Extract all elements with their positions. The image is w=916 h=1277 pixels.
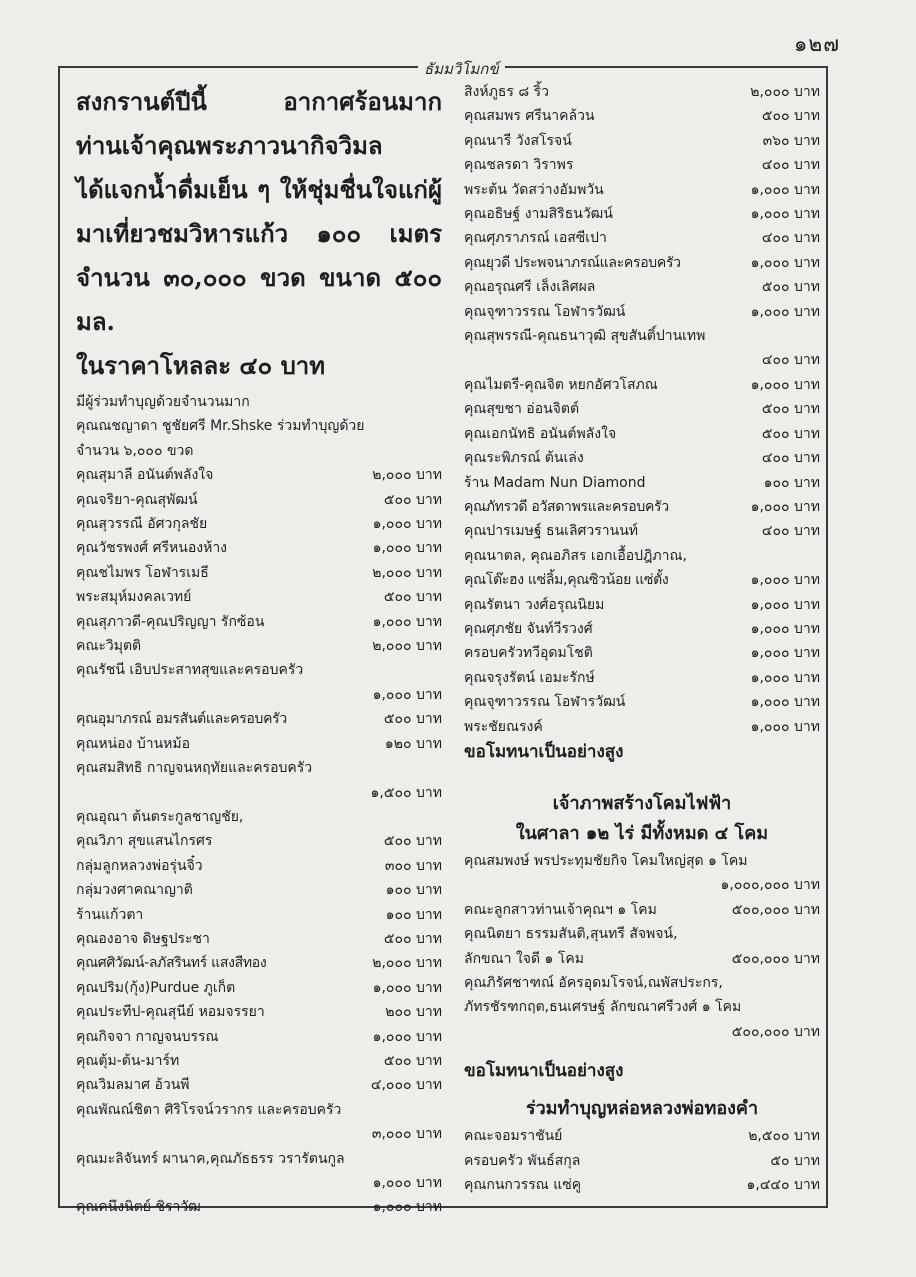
dome-donor-text: คุณสมพงษ์ พรประทุมชัยกิจ โคมใหญ่สุด ๑ โคม: [464, 852, 748, 869]
donor-row: [76, 829, 442, 853]
donor-name: คุณยุวดี ประพจนาภรณ์และครอบครัว: [464, 254, 681, 271]
donor-amount: ๑๐๐ บาท: [385, 882, 442, 899]
donor-amount: ๑,๐๐๐ บาท: [750, 596, 820, 613]
dome-donor-amount: ๕๐๐,๐๐๐ บาท: [731, 1023, 820, 1040]
donor-row: [464, 568, 820, 592]
donor-row: [464, 397, 820, 421]
donor-name: คุณกนกวรรณ แซ่คู: [464, 1177, 582, 1194]
donor-amount: ๒,๐๐๐ บาท: [372, 638, 442, 655]
donor-name: คุณระพิภรณ์ ต้นเล่ง: [464, 450, 584, 467]
donor-row: [76, 1073, 442, 1097]
donor-name: คุณคนึงนิตย์ ชิราวัฒ: [76, 1199, 201, 1216]
donor-row: [464, 715, 820, 739]
donor-amount: ๓,๐๐๐ บาท: [371, 1126, 442, 1143]
donor-amount: ๑,๐๐๐ บาท: [750, 620, 820, 637]
donor-amount: ๕๐๐ บาท: [383, 833, 442, 850]
thanks-heading: ขอโมทนาเป็นอย่างสูง: [464, 1061, 624, 1082]
donor-amount: ๑,๐๐๐ บาท: [372, 540, 442, 557]
donor-amount: ๕๐๐ บาท: [383, 589, 442, 606]
donor-row: [76, 1195, 442, 1219]
donor-amount: ๑,๐๐๐ บาท: [750, 303, 820, 320]
donor-row: [464, 898, 820, 922]
donor-name: คุณสุมาลี อนันต์พลังใจ: [76, 467, 214, 484]
donor-amount: ๑,๐๐๐ บาท: [372, 1028, 442, 1045]
donor-row: [76, 634, 442, 658]
headline-line: มาเที่ยวชมวิหารแก้ว ๑๐๐ เมตร: [76, 219, 442, 248]
donor-amount: ๕๐๐ บาท: [761, 108, 820, 125]
donor-name: คุณชลรดา วิราพร: [464, 157, 574, 174]
donor-amount: ๓๐๐ บาท: [384, 857, 442, 874]
frame-title: ธัมมวิโมกข์: [418, 57, 505, 81]
donor-row: [464, 593, 820, 617]
donor-row: [76, 488, 442, 512]
donor-amount: ๒,๐๐๐ บาท: [750, 84, 820, 100]
donor-row: [76, 927, 442, 951]
donor-amount: ๔๐๐ บาท: [761, 352, 820, 369]
donor-amount: ๑,๐๐๐ บาท: [750, 694, 820, 711]
donor-name: คณะจอมราชันย์: [464, 1128, 563, 1145]
donor-amount: ๑,๐๐๐ บาท: [750, 254, 820, 271]
donor-amount: ๓๖๐ บาท: [762, 132, 820, 149]
page-number: ๑๒๗: [794, 32, 840, 56]
donor-amount: ๑,๐๐๐ บาท: [372, 613, 442, 630]
donor-name: คุณตุ้ม-ต้น-มาร์ท: [76, 1052, 180, 1069]
donor-amount: ๕๐๐ บาท: [761, 425, 820, 442]
donor-row: [464, 153, 820, 177]
donor-name: ครอบครัว พันธ์สกุล: [464, 1152, 581, 1169]
donor-row: [464, 80, 820, 104]
donor-row: [76, 1000, 442, 1024]
headline-line: ได้แจกน้ำดื่มเย็น ๆ ให้ชุ่มชื่นใจแก่ผู้: [76, 175, 442, 204]
donor-row: [464, 1149, 820, 1173]
donor-name: คุณไมตรี-คุณจิต หยกอัศวโสภณ: [464, 376, 658, 393]
donor-row: [76, 561, 442, 585]
thanks-heading: ขอโมทนาเป็นอย่างสูง: [464, 741, 624, 762]
donor-name: คุณสมสิทธิ กาญจนหฤทัยและครอบครัว: [76, 760, 313, 777]
donor-name: คุณจริยา-คุณสุพัฒน์: [76, 491, 198, 508]
donor-name: คุณศุภชัย จันท์วีรวงศ์: [464, 620, 593, 637]
donor-name: คุณสุภาวดี-คุณปริญญา รักซ้อน: [76, 613, 265, 630]
dome-donor-text: ภัทรชัรฑกฤต,ธนเศรษฐ์ ลักขณาศรีวงศ์ ๑ โคม: [464, 999, 742, 1016]
donor-name: คุณสมพร ศรีนาคล้วน: [464, 108, 595, 125]
donor-row: [76, 951, 442, 975]
donor-amount: ๕๐๐ บาท: [761, 401, 820, 418]
donor-name: คุณอรุณศรี เล็งเลิศผล: [464, 279, 596, 296]
donor-amount: ๑,๐๐๐ บาท: [750, 376, 820, 393]
donor-amount: ๑,๐๐๐ บาท: [750, 498, 820, 515]
donor-name: คุณหน่อง บ้านหม้อ: [76, 735, 191, 752]
donor-row: [464, 471, 820, 495]
donor-name: คุณนารี วังสโรจน์: [464, 132, 572, 149]
donor-amount: ๕๐๐ บาท: [383, 930, 442, 947]
donor-name: คุณวิภา สุขแสนไกรศร: [76, 833, 213, 850]
donor-name: คุณกิจจา กาญจนบรรณ: [76, 1028, 219, 1045]
donor-name: คุณสุขชา อ่อนจิตต์: [464, 401, 580, 418]
donor-row: [464, 300, 820, 324]
donor-amount: ๑๒๐ บาท: [384, 735, 442, 752]
donor-name: คุณชไมพร โอฬารเมธี: [76, 564, 209, 581]
donor-name: ร้าน Madam Nun Diamond: [464, 474, 646, 491]
donor-name: คุณเอกนัทธิ อนันต์พลังใจ: [464, 425, 617, 442]
donor-row: [464, 1124, 820, 1148]
donor-row: [76, 463, 442, 487]
donor-row: [464, 422, 820, 446]
donor-amount: ๒,๕๐๐ บาท: [748, 1128, 820, 1145]
donor-name: ร้านแก้วตา: [76, 906, 144, 923]
donor-amount: ๔๐๐ บาท: [761, 450, 820, 467]
donor-name: คุณองอาจ ดิษฐประชา: [76, 930, 210, 947]
donor-row: [464, 495, 820, 519]
donor-amount: ๔๐๐ บาท: [761, 157, 820, 174]
dome-donor-amount: ๑,๐๐๐,๐๐๐ บาท: [720, 877, 820, 894]
donor-name: คุณศศิวัฒน์-ลภัสรินทร์ แสงสีทอง: [76, 955, 267, 972]
donor-amount: ๔๐๐ บาท: [761, 230, 820, 247]
donor-amount: ๕๐๐,๐๐๐ บาท: [731, 901, 820, 918]
donor-name: คุณรัตนา วงศ์อรุณนิยม: [464, 596, 605, 613]
donor-name: คุณพัณณ์ชิตา ศิริโรจน์วรากร และครอบครัว: [76, 1101, 342, 1118]
donor-row: [76, 707, 442, 731]
donor-amount: ๕๐๐ บาท: [383, 711, 442, 728]
donor-amount: ๒,๐๐๐ บาท: [372, 564, 442, 581]
donor-amount: ๕๐ บาท: [770, 1152, 820, 1169]
donor-amount: ๑,๐๐๐ บาท: [372, 979, 442, 996]
donor-amount: ๑๐๐ บาท: [385, 906, 442, 923]
donor-name: คุณรัชนี เอิบประสาทสุขและครอบครัว: [76, 662, 304, 679]
headline-line: สงกรานต์ปีนี้ อากาศร้อนมาก: [76, 87, 442, 116]
donor-row: [464, 373, 820, 397]
section-title: เจ้าภาพสร้างโคมไฟฟ้า: [552, 792, 732, 814]
donor-name: พระสมุห์มงคลเวทย์: [76, 589, 192, 606]
donor-row: [76, 903, 442, 927]
sponsor-line: จำนวน ๖,๐๐๐ ขวด: [76, 442, 194, 459]
donor-name: คุณสุพรรณี-คุณธนาวุฒิ สุขสันติ์ปานเทพ: [464, 328, 706, 345]
donor-row: [464, 275, 820, 299]
donor-amount: ๑,๕๐๐ บาท: [370, 784, 442, 801]
donor-name: ครอบครัวทวีอุดมโชติ: [464, 645, 593, 662]
donor-amount: ๕๐๐ บาท: [383, 491, 442, 508]
sponsor-line: คุณณชญาดา ชูชัยศรี Mr.Shske ร่วมทำบุญด้วย: [76, 418, 365, 435]
donor-amount: ๑,๐๐๐ บาท: [750, 572, 820, 589]
headline-line: ในราคาโหลละ ๔๐ บาท: [76, 351, 326, 380]
donor-row: [464, 947, 820, 971]
donor-row: [464, 251, 820, 275]
donor-row: [76, 1049, 442, 1073]
donor-name: คุณนาตล, คุณอภิสร เอกเอื้อปฎิภาณ,: [464, 547, 687, 564]
left-column: [76, 80, 442, 1220]
section-title: ในศาลา ๑๒ ไร่ มีทั้งหมด ๔ โคม: [515, 822, 769, 844]
donor-amount: ๑,๐๐๐ บาท: [750, 718, 820, 735]
donor-name: คุณอุมาภรณ์ อมรสันต์และครอบครัว: [76, 711, 287, 728]
donor-amount: ๑,๐๐๐ บาท: [372, 1175, 442, 1191]
donor-amount: ๕๐๐ บาท: [383, 1052, 442, 1069]
dome-donor-text: คุณภิรัศชาฑณ์ อัครอุดมโรจน์,ณพัสประกร,: [464, 975, 723, 991]
donor-row: [76, 976, 442, 1000]
donor-row: [464, 129, 820, 153]
donor-row: [76, 585, 442, 609]
donor-name: คุณจรุงรัตน์ เอมะรักษ์: [464, 669, 595, 686]
donor-name: คุณจุฑาวรรณ โอฬารวัฒน์: [464, 303, 626, 320]
donor-row: [464, 641, 820, 665]
donor-amount: ๑,๐๐๐ บาท: [750, 206, 820, 223]
donor-name: ลักขณา ใจดี ๑ โคม: [464, 950, 584, 967]
donor-row: [464, 226, 820, 250]
donor-name: คุณอธิษฐ์ งามสิริธนวัฒน์: [464, 206, 613, 223]
donor-row: [464, 178, 820, 202]
donor-row: [464, 519, 820, 543]
donor-amount: ๑,๔๔๐ บาท: [746, 1177, 820, 1194]
donor-row: [464, 690, 820, 714]
donor-row: [464, 1173, 820, 1197]
donor-name: คุณมะลิจันทร์ ผานาค,คุณภัธธรร วรารัตนกูล: [76, 1150, 345, 1167]
donor-name: กลุ่มลูกหลวงพ่อรุ่นจิ๋ว: [76, 857, 203, 874]
donor-row: [76, 878, 442, 902]
headline-line: จำนวน ๓๐,๐๐๐ ขวด ขนาด ๕๐๐ มล.: [76, 263, 442, 336]
donor-row: [76, 536, 442, 560]
headline-line: ท่านเจ้าคุณพระภาวนากิจวิมล: [76, 131, 383, 160]
donor-name: คุณอุณา ต้นตระกูลชาญชัย,: [76, 808, 244, 825]
donor-row: [76, 610, 442, 634]
donor-name: คณะวิมุตติ: [76, 638, 142, 655]
donor-row: [76, 854, 442, 878]
donor-amount: ๕๐๐ บาท: [761, 279, 820, 296]
donor-name: กลุ่มวงศาคณาญาติ: [76, 882, 193, 899]
donor-name: พระชัยณรงค์: [464, 718, 543, 735]
donor-amount: ๕๐๐,๐๐๐ บาท: [731, 950, 820, 967]
donor-row: [76, 512, 442, 536]
donor-row: [464, 202, 820, 226]
donor-row: [464, 617, 820, 641]
donor-name: คุณสุวรรณี อัศวกุลชัย: [76, 516, 208, 533]
donor-amount: ๑,๐๐๐ บาท: [372, 516, 442, 533]
donor-row: [464, 104, 820, 128]
right-column: [464, 80, 820, 1197]
donor-name: คุณปารเมษฐ์ ธนเลิศวรานนท์: [464, 523, 639, 540]
donor-name: คณะลูกสาวท่านเจ้าคุณฯ ๑ โคม: [464, 901, 657, 918]
donor-name: คุณวิมลมาศ อ้วนพี: [76, 1077, 190, 1094]
donor-amount: ๑,๐๐๐ บาท: [750, 669, 820, 686]
donor-row: [464, 446, 820, 470]
dome-donor-text: คุณนิตยา ธรรมสันติ,สุนทรี สัจพจน์,: [464, 926, 678, 943]
donor-amount: ๑,๐๐๐ บาท: [750, 645, 820, 662]
donor-name: สิงห์ภูธร ๘ ริ้ว: [464, 84, 549, 100]
donor-name: คุณโต๊ะฮง แซ่ลิ้ม,คุณซิวน้อย แซ่ตั้ง: [464, 572, 669, 589]
donor-name: คุณวัชรพงศ์ ศรีหนองห้าง: [76, 540, 228, 557]
donor-name: คุณภัทรวดี อวัสดาพรและครอบครัว: [464, 498, 669, 515]
donor-name: คุณจุฑาวรรณ โอฬารวัฒน์: [464, 694, 626, 711]
donor-row: [464, 666, 820, 690]
donor-name: คุณศุภราภรณ์ เอสซีเปา: [464, 230, 607, 247]
intro-text: มีผู้ร่วมทำบุญด้วยจำนวนมาก: [76, 394, 250, 410]
donor-row: [76, 1025, 442, 1049]
donor-amount: ๑,๐๐๐ บาท: [372, 686, 442, 703]
donor-amount: ๑๐๐ บาท: [763, 474, 820, 491]
donor-amount: ๒,๐๐๐ บาท: [372, 955, 442, 972]
donor-row: [76, 732, 442, 756]
donor-amount: ๔๐๐ บาท: [761, 523, 820, 540]
donor-amount: ๒๐๐ บาท: [385, 1004, 442, 1021]
donor-amount: ๒,๐๐๐ บาท: [372, 467, 442, 484]
donor-name: คุณปริม(กุ้ง)Purdue ภูเก็ต: [76, 979, 236, 996]
donor-amount: ๑,๐๐๐ บาท: [750, 181, 820, 198]
donor-name: คุณประทีป-คุณสุนีย์ หอมจรรยา: [76, 1004, 265, 1021]
donor-amount: ๔,๐๐๐ บาท: [370, 1077, 442, 1094]
donor-amount: ๑,๐๐๐ บาท: [372, 1199, 442, 1216]
donor-name: พระต้น วัดสว่างอัมพวัน: [464, 181, 604, 198]
section-title: ร่วมทำบุญหล่อหลวงพ่อทองคำ: [525, 1098, 759, 1120]
